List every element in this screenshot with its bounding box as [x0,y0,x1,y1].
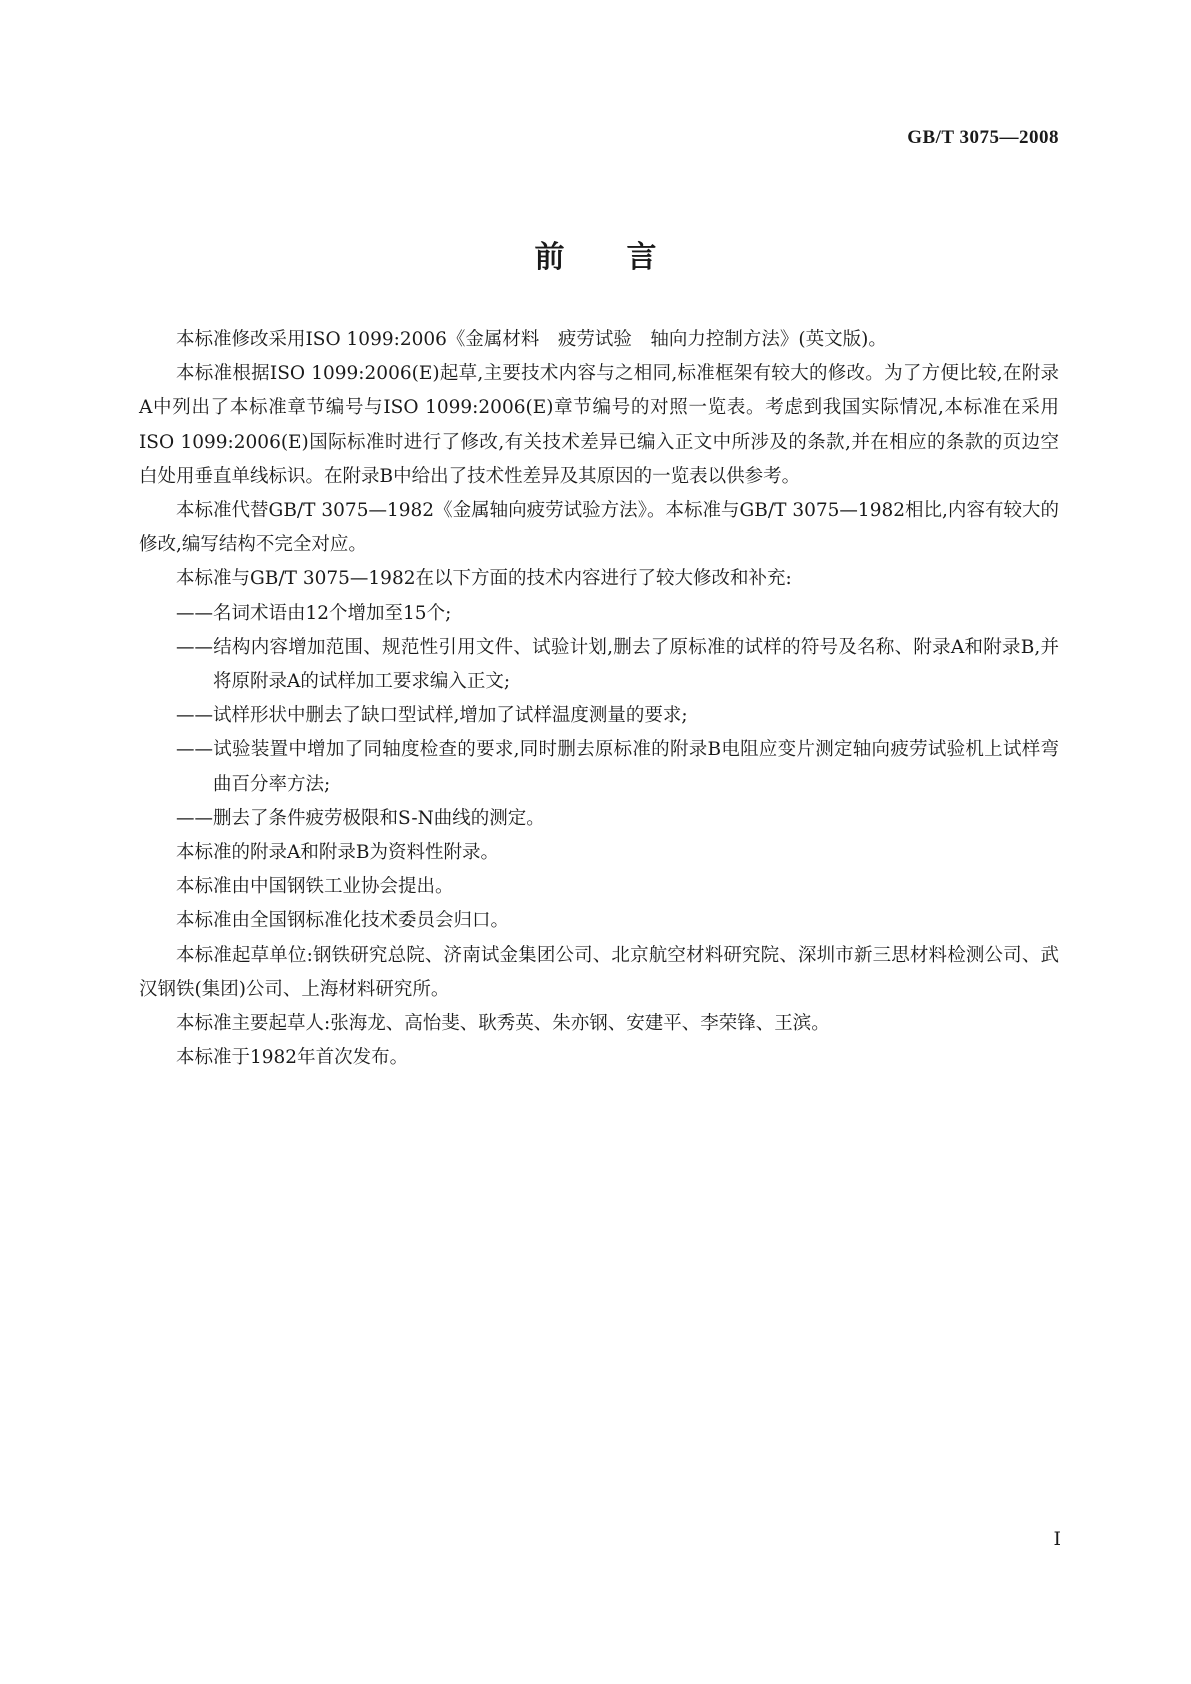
change-item [139,597,1059,631]
dash-marker: —— [176,705,213,727]
change-item [139,631,1059,699]
dash-marker: —— [176,636,213,658]
change-item [139,699,1059,733]
change-item [139,733,1059,801]
dash-marker: —— [176,602,213,624]
paragraph-changes-intro: 本标准与GB/T 3075—1982在以下方面的技术内容进行了较大修改和补充: [176,568,792,590]
paragraph-drafting-basis: 本标准根据ISO 1099:2006(E)起草,主要技术内容与之相同,标准框架有较大的修改。为了方便比较,在附录A中列出了本标准章节编号与ISO 1099:2006(E)章节编号的对照一览表。考虑到我国实际情况,本标准在采用ISO 1099:2006(E)国际标准时进行了修改,有关技术差异已编入正文中所涉及的条款,并在相应的条款的页边空白处用垂直单线标识。在附录B中给出了技术性差异及其原因的一览表以供参考。 [139,363,1059,487]
title-char-1: 前 [534,240,565,275]
paragraph-drafters: 本标准主要起草人:张海龙、高怡斐、耿秀英、朱亦钢、安建平、李荣锋、王滨。 [176,1013,830,1035]
change-item-text: 试样形状中删去了缺口型试样,增加了试样温度测量的要求; [213,705,688,727]
paragraph-centralized: 本标准由全国钢标准化技术委员会归口。 [176,910,510,932]
standard-code: GB/T 3075—2008 [907,127,1059,148]
paragraph-drafting-units: 本标准起草单位:钢铁研究总院、济南试金集团公司、北京航空材料研究院、深圳市新三思材料检测公司、武汉钢铁(集团)公司、上海材料研究所。 [139,944,1059,1000]
change-item-text: 删去了条件疲劳极限和S-N曲线的测定。 [213,807,545,829]
title-char-2: 言 [626,240,657,275]
change-item-text: 试验装置中增加了同轴度检查的要求,同时删去原标准的附录B电阻应变片测定轴向疲劳试验机上试样弯曲百分率方法; [213,739,1059,795]
dash-marker: —— [176,807,213,829]
paragraph-replacement: 本标准代替GB/T 3075—1982《金属轴向疲劳试验方法》。本标准与GB/T 3075—1982相比,内容有较大的修改,编写结构不完全对应。 [139,500,1059,556]
page-title [0,232,1191,276]
page-number: Ⅰ [1053,1529,1061,1550]
foreword-body [139,323,1059,1075]
dash-marker: —— [176,739,213,761]
paragraph-annexes: 本标准的附录A和附录B为资料性附录。 [176,842,499,864]
paragraph-proposer: 本标准由中国钢铁工业协会提出。 [176,876,454,898]
change-item-text: 结构内容增加范围、规范性引用文件、试验计划,删去了原标准的试样的符号及名称、附录A和附录B,并将原附录A的试样加工要求编入正文; [213,636,1059,693]
change-item [139,802,1059,836]
change-item-text: 名词术语由12个增加至15个; [213,602,452,624]
paragraph-first-issue: 本标准于1982年首次发布。 [176,1047,409,1069]
paragraph-adoption: 本标准修改采用ISO 1099:2006《金属材料 疲劳试验 轴向力控制方法》(英文版)。 [176,329,887,350]
